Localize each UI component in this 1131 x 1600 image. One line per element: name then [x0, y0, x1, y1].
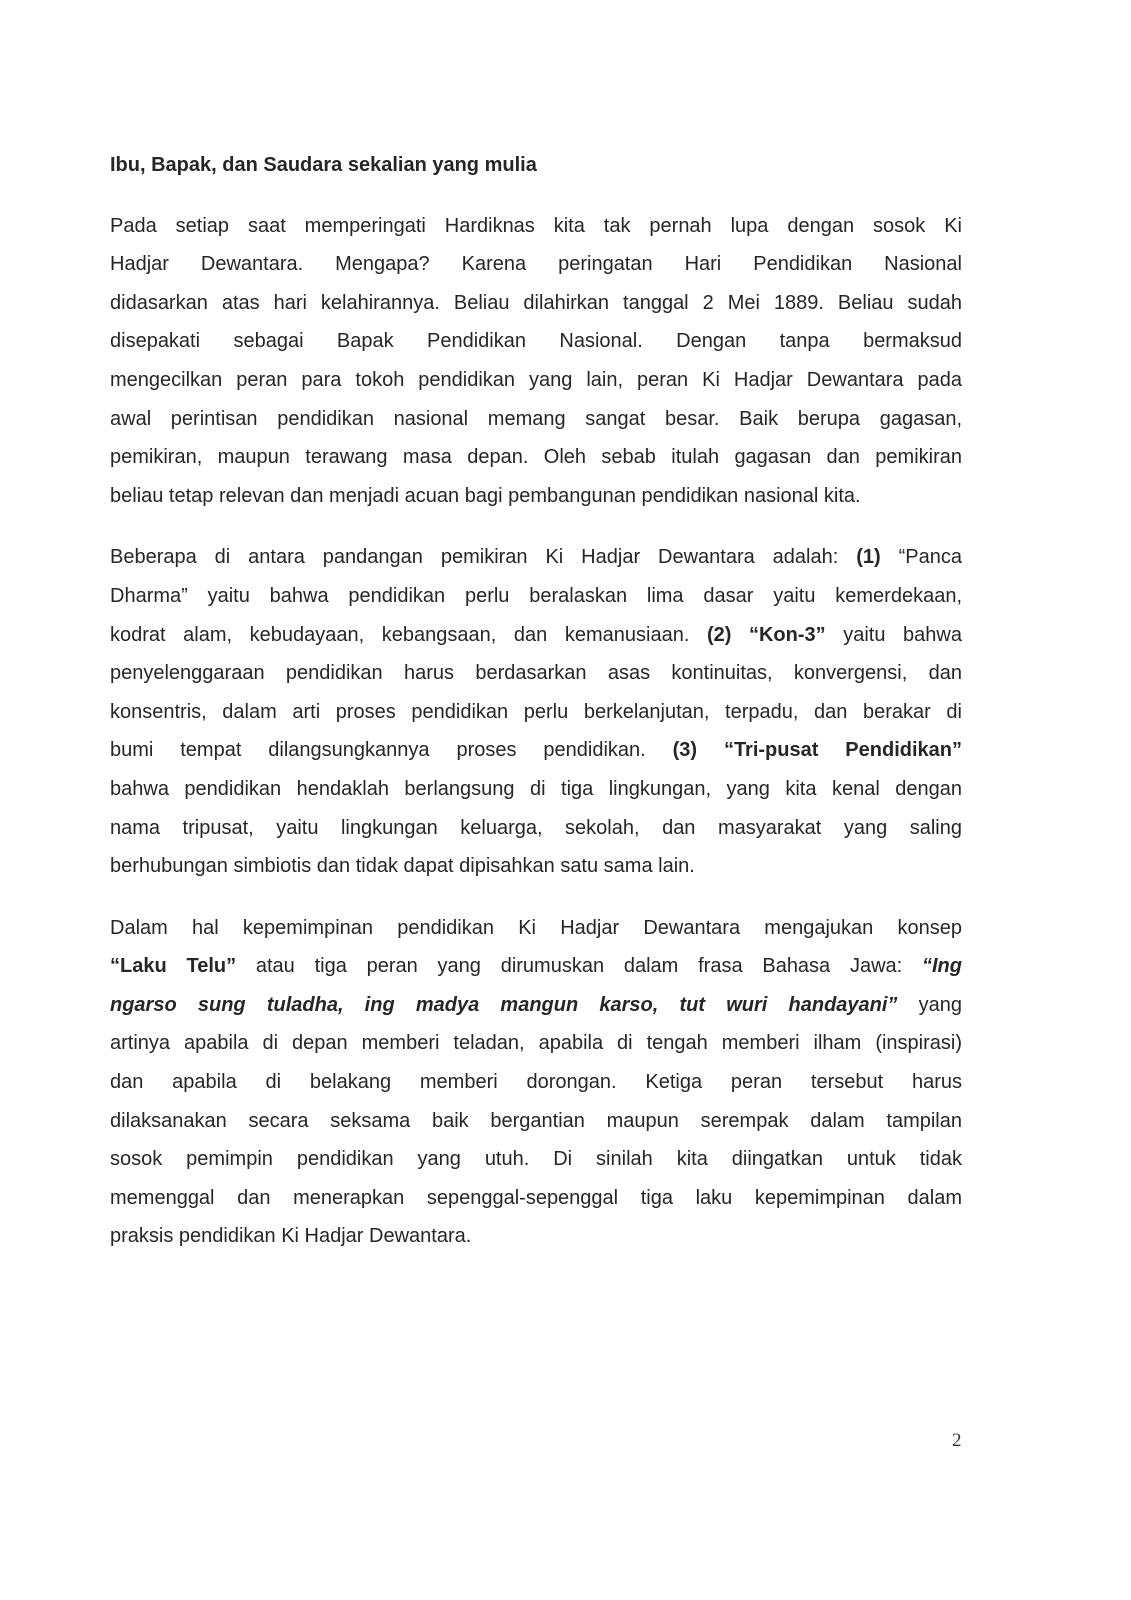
text-span: dilaksanakan secara seksama baik bergantian maupun serempak dalam tampilan — [110, 1109, 962, 1132]
text-line — [110, 284, 962, 323]
text-line — [110, 577, 962, 616]
text-span: Beberapa di antara pandangan pemikiran Ki Hadjar Dewantara adalah: — [110, 546, 857, 569]
text-line — [110, 400, 962, 439]
text-span: penyelenggaraan pendidikan harus berdasarkan asas kontinuitas, konvergensi, dan — [110, 662, 962, 685]
text-line — [110, 731, 962, 770]
text-span: nama tripusat, yaitu lingkungan keluarga, sekolah, dan masyarakat yang saling — [110, 816, 962, 839]
text-span: memenggal dan menerapkan sepenggal-sepenggal tiga laku kepemimpinan dalam — [110, 1186, 962, 1209]
emphasized-text: (1) — [856, 546, 881, 569]
text-line — [110, 654, 962, 693]
text-line — [110, 1024, 962, 1063]
text-span: pemikiran, maupun terawang masa depan. Oleh sebab itulah gagasan dan pemikiran — [110, 446, 962, 469]
text-line — [110, 477, 962, 516]
text-span: awal perintisan pendidikan nasional memang sangat besar. Baik berupa gagasan, — [110, 407, 962, 430]
text-line — [110, 1063, 962, 1102]
text-span: Hadjar Dewantara. Mengapa? Karena peringatan Hari Pendidikan Nasional — [110, 253, 962, 276]
text-span: sosok pemimpin pendidikan yang utuh. Di sinilah kita diingatkan untuk tidak — [110, 1148, 962, 1171]
text-span: bahwa pendidikan hendaklah berlangsung di tiga lingkungan, yang kita kenal dengan — [110, 777, 962, 800]
text-line — [110, 1217, 962, 1256]
text-line — [110, 245, 962, 284]
text-span: mengecilkan peran para tokoh pendidikan yang lain, peran Ki Hadjar Dewantara pada — [110, 368, 962, 391]
text-line — [110, 1179, 962, 1218]
text-span: “Panca — [880, 546, 962, 569]
paragraph — [110, 538, 962, 885]
emphasized-text: (2) “Kon-3” — [706, 623, 826, 646]
emphasized-text: (3) “Tri-pusat Pendidikan” — [672, 739, 962, 762]
text-span: Dalam hal kepemimpinan pendidikan Ki Hadjar Dewantara mengajukan konsep — [110, 916, 962, 939]
text-line — [110, 1140, 962, 1179]
text-line — [110, 616, 962, 655]
text-span: atau tiga peran yang dirumuskan dalam frasa Bahasa Jawa: — [236, 955, 922, 978]
text-span: yaitu bahwa — [825, 623, 962, 646]
paragraph — [110, 909, 962, 1256]
text-span: berhubungan simbiotis dan tidak dapat dipisahkan satu sama lain. — [110, 855, 695, 878]
text-span: artinya apabila di depan memberi teladan, apabila di tengah memberi ilham (inspirasi) — [110, 1032, 962, 1055]
emphasized-text: “Laku Telu” — [110, 955, 237, 978]
text-span: disepakati sebagai Bapak Pendidikan Nasional. Dengan tanpa bermaksud — [110, 330, 962, 353]
text-line — [110, 809, 962, 848]
text-line — [110, 207, 962, 246]
document-page — [110, 146, 962, 1279]
text-span: konsentris, dalam arti proses pendidikan perlu berkelanjutan, terpadu, dan berakar di — [110, 700, 962, 723]
text-span: kodrat alam, kebudayaan, kebangsaan, dan kemanusiaan. — [110, 623, 707, 646]
text-line — [110, 986, 962, 1025]
page-number: 2 — [952, 1430, 962, 1451]
document-body — [110, 207, 962, 1256]
section-heading: Ibu, Bapak, dan Saudara sekalian yang mulia — [110, 154, 537, 176]
text-line — [110, 361, 962, 400]
text-span: bumi tempat dilangsungkannya proses pendidikan. — [110, 739, 673, 762]
text-line — [110, 438, 962, 477]
text-line — [110, 770, 962, 809]
text-span: didasarkan atas hari kelahirannya. Beliau dilahirkan tanggal 2 Mei 1889. Beliau sudah — [110, 291, 962, 314]
text-span: Pada setiap saat memperingati Hardiknas kita tak pernah lupa dengan sosok Ki — [110, 214, 962, 237]
paragraph — [110, 207, 962, 516]
emphasized-text: ngarso sung tuladha, ing madya mangun karso, tut wuri handayani” — [110, 993, 898, 1016]
text-line — [110, 693, 962, 732]
text-line — [110, 1102, 962, 1141]
text-span: Dharma” yaitu bahwa pendidikan perlu beralaskan lima dasar yaitu kemerdekaan, — [110, 584, 962, 607]
text-line — [110, 909, 962, 948]
text-span: dan apabila di belakang memberi dorongan. Ketiga peran tersebut harus — [110, 1071, 962, 1094]
text-span: beliau tetap relevan dan menjadi acuan bagi pembangunan pendidikan nasional kita. — [110, 484, 861, 507]
text-line — [110, 538, 962, 577]
text-line — [110, 847, 962, 886]
emphasized-text: “Ing — [922, 955, 962, 978]
text-span: praksis pendidikan Ki Hadjar Dewantara. — [110, 1225, 472, 1248]
text-line — [110, 947, 962, 986]
text-span: yang — [897, 993, 962, 1016]
text-line — [110, 322, 962, 361]
